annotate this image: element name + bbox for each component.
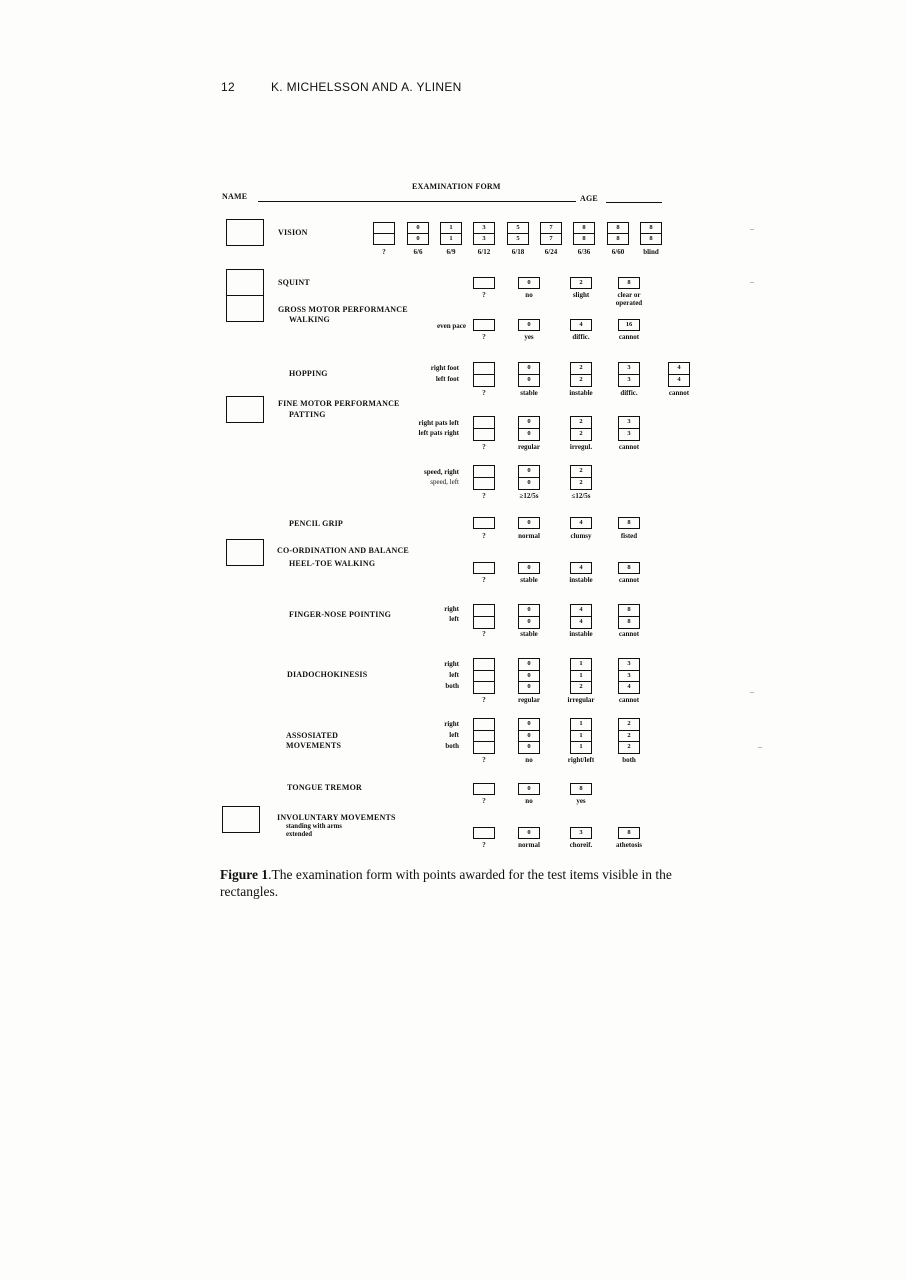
walking-option-box[interactable]	[473, 319, 495, 331]
vision-option[interactable]	[473, 222, 495, 245]
name-line	[258, 201, 576, 202]
score-cell[interactable]: 2	[570, 362, 592, 375]
pencil-grip-option-box[interactable]: 0	[518, 517, 540, 529]
figure-caption-text: .The examination form with points awarded for the test items visible in the rectangles.	[220, 867, 672, 899]
score-cell[interactable]: 0	[518, 604, 540, 617]
gross-motor-section: GROSS MOTOR PERFORMANCE	[278, 305, 408, 314]
associated-label-1: ASSOSIATED	[286, 731, 339, 740]
score-cell[interactable]: 0	[407, 233, 429, 245]
score-cell[interactable]: 4	[618, 681, 640, 694]
diadochokinesis-sub-right: right	[444, 660, 459, 668]
vision-option-label: 6/24	[544, 248, 558, 256]
hopping-option-label: instable	[569, 389, 593, 397]
score-cell[interactable]: 3	[618, 416, 640, 429]
score-cell[interactable]: 0	[518, 658, 540, 671]
speed-option[interactable]	[473, 465, 495, 490]
score-cell[interactable]: 5	[507, 233, 529, 245]
finger-nose-option-label: instable	[569, 630, 593, 638]
heel-toe-option-label: ?	[482, 576, 486, 584]
age-line	[606, 202, 662, 203]
vision-label: VISION	[278, 228, 308, 237]
vision-option[interactable]	[507, 222, 529, 245]
score-cell[interactable]	[373, 233, 395, 245]
involuntary-option-label: choreif.	[569, 841, 593, 849]
heel-toe-option-label: cannot	[618, 576, 640, 584]
score-cell[interactable]: 0	[518, 730, 540, 743]
patting-option[interactable]	[473, 416, 495, 441]
score-cell[interactable]: 4	[570, 604, 592, 617]
score-cell[interactable]: 2	[570, 428, 592, 441]
finger-nose-sub-right: right	[444, 605, 459, 613]
patting-label: PATTING	[289, 410, 326, 419]
score-cell[interactable]: 4	[668, 374, 690, 387]
heel-toe-option-box[interactable]: 4	[570, 562, 592, 574]
involuntary-total-box[interactable]	[222, 806, 260, 833]
diadochokinesis-option-label: regular	[517, 696, 541, 704]
associated-sub-left: left	[449, 731, 459, 739]
vision-option-label: 6/36	[577, 248, 591, 256]
gross-motor-total-box[interactable]	[226, 295, 264, 322]
walking-option-label: yes	[524, 333, 534, 341]
score-cell[interactable]: 8	[573, 233, 595, 245]
patting-sub-1: right pats left	[418, 419, 459, 427]
diadochokinesis-option-label: ?	[482, 696, 486, 704]
associated-sub-both: both	[445, 742, 459, 750]
associated-option[interactable]	[570, 718, 592, 754]
score-cell[interactable]: 1	[440, 233, 462, 245]
involuntary-option-box[interactable]: 3	[570, 827, 592, 839]
vision-option[interactable]	[373, 222, 395, 245]
hopping-option-label: diffic.	[620, 389, 638, 397]
heel-toe-option-box[interactable]	[473, 562, 495, 574]
diadochokinesis-option-label: irregular	[567, 696, 595, 704]
diadochokinesis-option-label: cannot	[618, 696, 640, 704]
score-cell[interactable]: 0	[518, 718, 540, 731]
walking-option-label: diffic.	[572, 333, 590, 341]
involuntary-label: INVOLUNTARY MOVEMENTS	[277, 813, 396, 822]
squint-option-box[interactable]: 0	[518, 277, 540, 289]
associated-sub-right: right	[444, 720, 459, 728]
score-cell[interactable]: 0	[518, 416, 540, 429]
score-cell[interactable]: 0	[518, 681, 540, 694]
squint-option-box[interactable]: 8	[618, 277, 640, 289]
score-cell[interactable]: 2	[570, 477, 592, 490]
patting-option-label: regular	[517, 443, 541, 451]
margin-mark	[750, 282, 754, 283]
score-cell[interactable]: 0	[518, 741, 540, 754]
associated-option[interactable]	[473, 718, 495, 754]
involuntary-option-label: ?	[482, 841, 486, 849]
page-number: 12	[221, 80, 235, 94]
involuntary-sub-2: extended	[286, 831, 313, 838]
squint-option-label: clear or operated	[615, 291, 643, 307]
hopping-option-label: stable	[520, 389, 538, 397]
finger-nose-option-label: stable	[520, 630, 538, 638]
pencil-grip-label: PENCIL GRIP	[289, 519, 343, 528]
vision-option[interactable]	[407, 222, 429, 245]
score-cell[interactable]: 2	[570, 374, 592, 387]
score-cell[interactable]: 3	[473, 233, 495, 245]
walking-option-box[interactable]: 0	[518, 319, 540, 331]
vision-option[interactable]	[640, 222, 662, 245]
associated-option-label: no	[525, 756, 533, 764]
heel-toe-option-label: stable	[520, 576, 538, 584]
hopping-option[interactable]	[518, 362, 540, 387]
diadochokinesis-label: DIADOCHOKINESIS	[287, 670, 368, 679]
speed-option-label: ?	[482, 492, 486, 500]
score-cell[interactable]: 7	[540, 222, 562, 234]
speed-option-label: ≤12/5s	[571, 492, 591, 500]
walking-sub-label: even pace	[437, 322, 466, 330]
pencil-grip-option-label: clumsy	[570, 532, 592, 540]
score-cell[interactable]: 8	[607, 222, 629, 234]
walking-option-label: ?	[482, 333, 486, 341]
walking-option-box[interactable]: 4	[570, 319, 592, 331]
score-cell[interactable]: 8	[618, 604, 640, 617]
hopping-option[interactable]	[570, 362, 592, 387]
tongue-tremor-label: TONGUE TREMOR	[287, 783, 362, 792]
walking-option-box[interactable]: 16	[618, 319, 640, 331]
speed-option[interactable]	[570, 465, 592, 490]
vision-option-label: 6/9	[446, 248, 456, 256]
involuntary-option-label: athetosis	[615, 841, 643, 849]
patting-sub-2: left pats right	[418, 429, 459, 437]
score-cell[interactable]: 2	[570, 465, 592, 478]
score-cell[interactable]: 0	[518, 465, 540, 478]
heel-toe-option-box[interactable]: 0	[518, 562, 540, 574]
score-cell[interactable]: 4	[668, 362, 690, 375]
associated-label-2: MOVEMENTS	[286, 741, 342, 750]
score-cell[interactable]: 2	[570, 681, 592, 694]
score-cell[interactable]: 7	[540, 233, 562, 245]
score-cell[interactable]: 1	[570, 670, 592, 683]
score-cell[interactable]: 8	[640, 222, 662, 234]
hopping-option[interactable]	[618, 362, 640, 387]
finger-nose-option-label: ?	[482, 630, 486, 638]
score-cell[interactable]	[473, 477, 495, 490]
score-cell[interactable]: 2	[618, 718, 640, 731]
associated-option-label: both	[622, 756, 636, 764]
squint-option-box[interactable]	[473, 277, 495, 289]
speed-sub-left: speed, left	[430, 478, 459, 486]
diadochokinesis-option[interactable]	[473, 658, 495, 694]
associated-option-label: right/left	[567, 756, 595, 764]
vision-option-label: 6/60	[611, 248, 625, 256]
score-cell[interactable]: 1	[570, 718, 592, 731]
squint-option-label: no	[525, 291, 533, 299]
coordination-section: CO-ORDINATION AND BALANCE	[277, 546, 409, 555]
heel-toe-label: HEEL-TOE WALKING	[289, 559, 376, 568]
figure-caption	[220, 866, 700, 900]
running-head-authors: K. MICHELSSON AND A. YLINEN	[271, 80, 462, 94]
pencil-grip-option-box[interactable]: 4	[570, 517, 592, 529]
squint-option-label: slight	[572, 291, 590, 299]
margin-mark	[758, 747, 762, 748]
score-cell[interactable]: 3	[473, 222, 495, 234]
name-label: NAME	[222, 192, 248, 201]
score-cell[interactable]: 1	[440, 222, 462, 234]
score-cell[interactable]: 8	[607, 233, 629, 245]
pencil-grip-option-box[interactable]	[473, 517, 495, 529]
pencil-grip-option-box[interactable]: 8	[618, 517, 640, 529]
vision-option-label: 6/18	[511, 248, 525, 256]
finger-nose-option[interactable]	[473, 604, 495, 629]
margin-mark	[750, 229, 754, 230]
score-cell[interactable]	[473, 428, 495, 441]
associated-option-label: ?	[482, 756, 486, 764]
walking-label: WALKING	[289, 315, 330, 324]
tongue-option-label: no	[525, 797, 533, 805]
coordination-total-box[interactable]	[226, 539, 264, 566]
score-cell[interactable]	[473, 741, 495, 754]
age-label: AGE	[580, 194, 598, 203]
score-cell[interactable]: 0	[518, 428, 540, 441]
associated-option[interactable]	[518, 718, 540, 754]
finger-nose-sub-left: left	[449, 615, 459, 623]
vision-option-label: 6/6	[413, 248, 423, 256]
figure-caption-label: Figure 1	[220, 867, 269, 882]
vision-option[interactable]	[440, 222, 462, 245]
diadochokinesis-option[interactable]	[618, 658, 640, 694]
diadochokinesis-sub-both: both	[445, 682, 459, 690]
score-cell[interactable]: 3	[618, 362, 640, 375]
heel-toe-option-box[interactable]: 8	[618, 562, 640, 574]
squint-option-label: ?	[482, 291, 486, 299]
tongue-option-label: yes	[576, 797, 586, 805]
finger-nose-label: FINGER-NOSE POINTING	[289, 610, 392, 619]
tongue-option-label: ?	[482, 797, 486, 805]
score-cell[interactable]: 1	[570, 741, 592, 754]
vision-option-label: blind	[643, 248, 659, 256]
score-cell[interactable]: 3	[618, 658, 640, 671]
score-cell[interactable]: 0	[518, 477, 540, 490]
score-cell[interactable]: 1	[570, 730, 592, 743]
diadochokinesis-sub-left: left	[449, 671, 459, 679]
vision-option[interactable]	[607, 222, 629, 245]
patting-option-label: cannot	[618, 443, 640, 451]
margin-mark	[750, 692, 754, 693]
involuntary-option-box[interactable]: 0	[518, 827, 540, 839]
tongue-option-box[interactable]: 0	[518, 783, 540, 795]
tongue-option-box[interactable]: 8	[570, 783, 592, 795]
score-cell[interactable]: 0	[407, 222, 429, 234]
vision-total-box[interactable]	[226, 219, 264, 246]
involuntary-option-label: normal	[518, 841, 540, 849]
score-cell[interactable]: 8	[573, 222, 595, 234]
fine-motor-section: FINE MOTOR PERFORMANCE	[278, 399, 400, 408]
fine-motor-total-box[interactable]	[226, 396, 264, 423]
heel-toe-option-label: instable	[569, 576, 593, 584]
patting-option-label: ?	[482, 443, 486, 451]
involuntary-option-box[interactable]: 8	[618, 827, 640, 839]
squint-total-box[interactable]	[226, 269, 264, 296]
vision-option[interactable]	[540, 222, 562, 245]
score-cell[interactable]	[473, 681, 495, 694]
finger-nose-option-label: cannot	[618, 630, 640, 638]
score-cell[interactable]: 8	[618, 616, 640, 629]
score-cell[interactable]: 2	[570, 416, 592, 429]
involuntary-sub-1: standing with arms	[286, 823, 342, 830]
patting-option[interactable]	[518, 416, 540, 441]
diadochokinesis-option[interactable]	[518, 658, 540, 694]
vision-option-label: 6/12	[477, 248, 491, 256]
score-cell[interactable]: 5	[507, 222, 529, 234]
score-cell[interactable]: 0	[518, 362, 540, 375]
score-cell[interactable]: 0	[518, 374, 540, 387]
score-cell[interactable]: 0	[518, 616, 540, 629]
hopping-sub-right: right foot	[430, 364, 459, 372]
diadochokinesis-option[interactable]	[570, 658, 592, 694]
speed-option-label: ≥12/5s	[519, 492, 539, 500]
score-cell[interactable]: 2	[618, 730, 640, 743]
pencil-grip-option-label: normal	[518, 532, 540, 540]
tongue-option-box[interactable]	[473, 783, 495, 795]
score-cell[interactable]: 3	[618, 374, 640, 387]
speed-option[interactable]	[518, 465, 540, 490]
form-title: EXAMINATION FORM	[412, 182, 501, 191]
pencil-grip-option-label: ?	[482, 532, 486, 540]
patting-option-label: irregul.	[569, 443, 593, 451]
score-cell[interactable]: 3	[618, 428, 640, 441]
finger-nose-option[interactable]	[570, 604, 592, 629]
walking-option-label: cannot	[618, 333, 640, 341]
hopping-sub-left: left foot	[435, 375, 459, 383]
score-cell[interactable]: 0	[518, 670, 540, 683]
score-cell[interactable]: 3	[618, 670, 640, 683]
vision-option-label: ?	[382, 248, 386, 256]
patting-option[interactable]	[570, 416, 592, 441]
score-cell[interactable]	[473, 374, 495, 387]
score-cell[interactable]: 8	[640, 233, 662, 245]
squint-label: SQUINT	[278, 278, 310, 287]
score-cell[interactable]: 4	[570, 616, 592, 629]
score-cell[interactable]	[473, 616, 495, 629]
finger-nose-option[interactable]	[518, 604, 540, 629]
hopping-label: HOPPING	[289, 369, 328, 378]
score-cell[interactable]: 2	[618, 741, 640, 754]
patting-option[interactable]	[618, 416, 640, 441]
hopping-option[interactable]	[668, 362, 690, 387]
squint-option-box[interactable]: 2	[570, 277, 592, 289]
hopping-option[interactable]	[473, 362, 495, 387]
finger-nose-option[interactable]	[618, 604, 640, 629]
hopping-option-label: ?	[482, 389, 486, 397]
hopping-option-label: cannot	[668, 389, 690, 397]
speed-sub-right: speed, right	[424, 468, 459, 476]
involuntary-option-box[interactable]	[473, 827, 495, 839]
score-cell[interactable]: 1	[570, 658, 592, 671]
associated-option[interactable]	[618, 718, 640, 754]
vision-option[interactable]	[573, 222, 595, 245]
pencil-grip-option-label: fisted	[620, 532, 638, 540]
